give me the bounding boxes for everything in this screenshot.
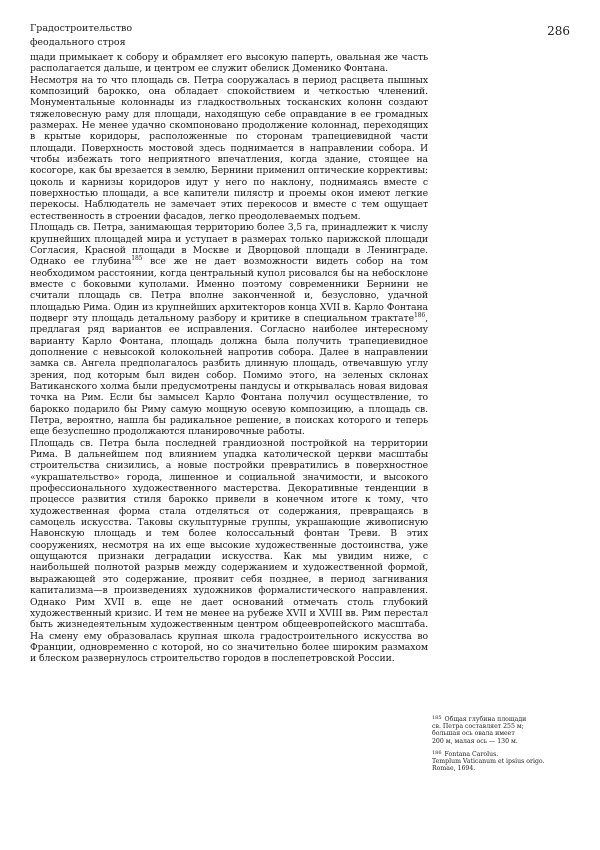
footnote-ref-186[interactable]: 186 (413, 311, 426, 319)
footnote-number: 185 (432, 715, 442, 721)
footnote-186 (432, 750, 582, 773)
main-text-column (30, 52, 428, 665)
page-number: 286 (547, 24, 570, 38)
paragraph-3-run-3: , предлагая ряд вариантов ее исправления. Согласно наиболее интересному варианту Карло Фонтана, площадь должна была получить трапециевидное дополнение с невысокой колокольней напротив собора. Далее в направлении замка св. Ангела предполагалось разбить длинную площадь, отвечавшую углу зрения, под которым был виден собор. Помимо этого, на зеленых склонах Ватиканского холма были предусмотрены пандусы и открывалась новая видовая точка на Рим. Если бы замысел Карло Фонтана получил осуществление, то барокко подарило бы Риму самую мощную осевую композицию, а площадь св. Петра, вероятно, нашла бы радикальное решение, в поисках которого и теперь еще безуспешно продолжаются планировочные работы. (30, 312, 428, 438)
running-head-line-2: феодального строя (30, 37, 126, 48)
paragraph-2: Несмотря на то что площадь св. Петра сооружалась в период расцвета пышных композиций барокко, она обладает спокойствием и четкостью членений. Монументальные колоннады из гладкоствольных тосканских колонн создают тяжеловесную раму для площади, находящую себе оправдание в ее громадных размерах. Не менее удачно скомпоновано продолжение колоннад, переходящих в крытые коридоры, расположенные по сторонам трапециевидной части площади. Поверхность мостовой здесь поднимается в направлении собора. И чтобы избежать того неприятного впечатления, когда здание, стоящее на косогоре, как бы врезается в землю, Бернини применил оптические коррективы: цоколь и карнизы коридоров идут у него по наклону, поднимаясь вместе с поверхностью площади, а все капители пилястр и проемы окон имеют легкие перекосы. Наблюдатель не замечает этих перекосов и вместе с тем ощущает естественность в строении фасадов, легко преодолеваемых подъем. (30, 74, 428, 222)
paragraph-1: щади примыкает к собору и обрамляет его высокую паперть, овальная же часть располагается дальше, и центром ее служит обелиск Доменико Фонтана. (30, 52, 428, 75)
footnote-line: большая ось овала имеет (432, 730, 515, 738)
paragraph-3 (30, 222, 428, 438)
footnote-line: 200 м, малая ось — 130 м. (432, 737, 518, 745)
footnote-number: 186 (432, 749, 442, 756)
paragraph-3-run-1: Площадь св. Петра, занимающая территорию более 3,5 га, принадлежит к числу крупнейших площадей мира и уступает в размерах только парижской площади Согласия, Красной площади в Москве и Дворцовой площади в Ленинграде. Однако ее глубина (30, 222, 428, 268)
footnote-line: св. Петра составляет 255 м; (432, 723, 524, 731)
footnotes-margin (432, 715, 582, 777)
paragraph-4: Площадь св. Петра была последней грандиозной постройкой на территории Рима. В дальнейшем под влиянием упадка католической церкви масштабы строительства снизились, а новые постройки превратились в поверхностное «украшательство» города, лишенное и социальной значимости, и высокого профессионального художественного мастерства. Декоративные тенденции в процессе развития стиля барокко привели в конечном итоге к тому, что художественная форма стала отделяться от содержания, превращаясь в самоцель искусства. Таковы скульптурные группы, украшающие живописную Навонскую площадь и тем более колоссальный фонтан Треви. В этих сооружениях, несмотря на их еще высокие художественные достоинства, уже ощущаются признаки деградации искусства. Как мы увидим ниже, с наибольшей полнотой разрыв между содержанием и художественной формой, выражающей это содержание, проявит себя позднее, в период загнивания капитализма—в произведениях художников формалистического направления. Однако Рим XVII в. еще не дает оснований отмечать столь глубокий художественный кризис. И тем не менее на рубеже XVII и XVIII вв. Рим перестал быть жизнедеятельным художественным центром общеевропейского масштаба. На смену ему образовалась крупная школа градостроительного искусства во Франции, одновременно с которой, но со значительно более широким размахом и блеском развернулось строительство городов в послепетровской России. (30, 437, 428, 665)
footnote-line: Romae, 1694. (432, 765, 476, 773)
paragraph-3-run-2: все же не дает возможности видеть собор на том необходимом расстоянии, когда центральный купол рисовался бы на небосклоне вместе с боковыми куполами. Именно поэтому современники Бернини не считали площадь св. Петра вполне законченной и, безусловно, удачной площадью Рима. Один из крупнейших архитекторов конца XVII в. Карло Фонтана подверг эту площадь детальному разбору и критике в специальном трактате (30, 256, 428, 324)
running-head-line-1: Градостроительство (30, 23, 133, 34)
footnote-line: Общая глубина площади (444, 716, 527, 723)
footnote-line: Fontana Carolus. (444, 750, 499, 758)
footnote-185 (432, 715, 582, 745)
footnote-ref-185[interactable]: 185 (131, 255, 143, 263)
footnote-line: Templum Vaticanum et ipsius origo. (432, 758, 545, 766)
running-head (30, 22, 132, 50)
